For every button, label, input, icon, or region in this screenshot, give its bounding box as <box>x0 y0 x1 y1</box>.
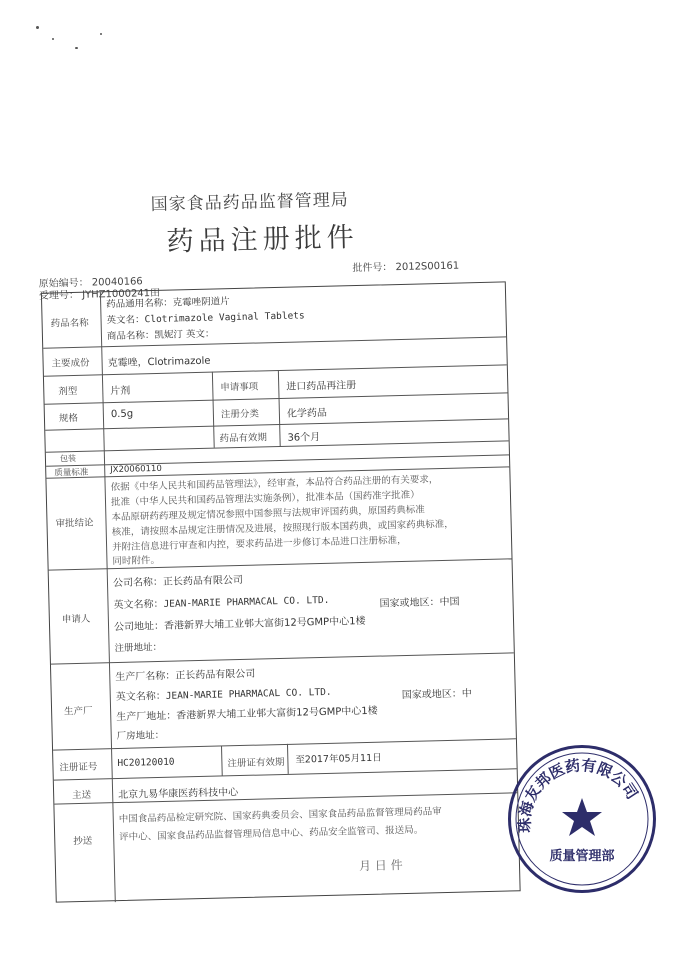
opinion-label: 审批结论 <box>55 517 94 530</box>
english-name-label: 英文名： <box>106 314 145 327</box>
company-english-field <box>113 591 329 611</box>
maker-address-value: 香港新界大埔工业邨大富街12号GMP中心1楼 <box>176 705 378 722</box>
registration-form <box>38 281 521 902</box>
scan-speck <box>75 47 78 49</box>
maker-name-label: 生产厂名称： <box>115 670 176 684</box>
dosage-form-label: 剂型 <box>58 385 78 398</box>
apply-item-label: 申请事项 <box>220 381 259 394</box>
registered-address-field <box>114 639 162 654</box>
receipt-number: JYHZ1000241田 <box>82 287 161 301</box>
apply-item-value: 进口药品再注册 <box>286 380 357 393</box>
expiry-label: 注册证有效期 <box>227 756 285 770</box>
reg-number-label: 注册证号 <box>59 761 98 774</box>
standard-label: 质量标准 <box>54 467 89 479</box>
spec-label: 规格 <box>58 412 79 425</box>
stamp-department: 质量管理部 <box>549 849 615 864</box>
maker-address-field <box>116 702 378 723</box>
registered-address-label: 注册地址： <box>114 641 163 655</box>
opinion-line: 批准（中华人民共和国药品管理法实施条例），批准本品（国药准字批准） <box>110 489 420 509</box>
opinion-line: 核准，请按照本品规定注册情况及进展，按照现行版本国药典，或国家药典标准， <box>111 518 454 539</box>
agency-name: 国家食品药品监督管理局 <box>150 190 349 216</box>
maker-plant-field <box>117 727 165 742</box>
standard-value: JX20060110 <box>110 463 162 476</box>
stamp-graphic <box>511 748 653 890</box>
company-english-value: JEAN-MARIE PHARMACAL CO. LTD. <box>163 594 330 610</box>
generic-name-label: 药品通用名称： <box>106 297 173 311</box>
package-label: 包装 <box>59 453 77 464</box>
company-name-label: 公司名称： <box>112 576 164 590</box>
company-english-label: 英文名称： <box>113 598 164 612</box>
primary-recipient-value: 北京九易华康医药科技中心 <box>118 787 239 802</box>
company-region-label: 国家或地区： <box>379 597 440 610</box>
approval-number-label: 批件号： <box>352 262 393 275</box>
maker-region-value: 中 <box>461 688 472 700</box>
copy-to-label: 抄送 <box>73 835 93 848</box>
maker-name-field <box>115 665 255 683</box>
validity-label: 药品有效期 <box>219 432 268 445</box>
company-address-field <box>114 612 366 633</box>
reg-class-label: 注册分类 <box>220 408 260 421</box>
maker-english-field <box>116 683 332 703</box>
stamp-arc-text: 珠海友邦医药有限公司 <box>515 756 642 834</box>
generic-name-value: 克霉唑阴道片 <box>172 296 230 309</box>
maker-region-label: 国家或地区： <box>401 688 462 702</box>
copy-to-line: 中国食品药品检定研究院、国家药典委员会、国家食品药品监督管理局药品审 <box>118 806 442 826</box>
generic-name-field <box>106 293 230 310</box>
maker-name-value: 正长药品有限公司 <box>175 668 256 682</box>
scan-speck <box>52 38 54 40</box>
company-region-field <box>379 593 459 610</box>
maker-english-label: 英文名称： <box>115 690 166 704</box>
approval-number-line <box>352 257 459 275</box>
receipt-label: 受理号： <box>38 289 80 302</box>
company-name-value: 正长药品有限公司 <box>162 574 244 588</box>
scan-speck <box>100 33 102 35</box>
copy-to-line: 评中心、国家食品药品监督管理局信息中心、药品安全监管司、报送局。 <box>119 824 424 844</box>
validity-value: 36个月 <box>287 431 321 444</box>
acceptance-number: 20040166 <box>91 276 143 289</box>
company-name-field <box>113 571 243 589</box>
maker-region-field <box>402 684 472 701</box>
opinion-line: 并附注信息进行审查和内控，要求药品进一步修订本品进口注册标准， <box>111 534 407 554</box>
approval-number: 2012S00161 <box>395 260 460 274</box>
maker-address-label: 生产厂地址： <box>116 710 177 724</box>
company-region-value: 中国 <box>439 596 460 609</box>
trade-name-label: 商品名称： <box>106 330 155 343</box>
reg-number-value: HC20120010 <box>117 756 175 770</box>
ingredient-value: 克霉唑，Clotrimazole <box>107 355 211 370</box>
english-name-field <box>106 307 304 326</box>
company-address-label: 公司地址： <box>113 620 165 634</box>
maker-english-value: JEAN-MARIE PHARMACAL CO. LTD. <box>165 686 332 702</box>
acceptance-label: 原始编号： <box>38 277 89 290</box>
reg-class-value: 化学药品 <box>286 407 328 420</box>
applicant-label: 申请人 <box>61 613 91 626</box>
opinion-line: 本品原研药药理及规定情况参照中国参照与法规审评国药典，原国药典标准 <box>111 504 425 524</box>
primary-recipient-label: 主送 <box>72 789 92 802</box>
opinion-line: 依据《中华人民共和国药品管理法》，经审查，本品符合药品注册的有关要求， <box>110 474 439 494</box>
bottom-handwriting: 月 日 件 <box>358 858 403 874</box>
company-address-value: 香港新界大埔工业邨大富街12号GMP中心1楼 <box>163 615 366 632</box>
dosage-form-value: 片剂 <box>110 385 131 398</box>
ingredient-label: 主要成份 <box>51 357 90 370</box>
document-title: 药品注册批件 <box>166 221 360 258</box>
expiry-value: 至2017年05月11日 <box>295 752 382 766</box>
manufacturer-label: 生产厂 <box>63 705 93 718</box>
scan-speck <box>36 26 39 29</box>
spec-value: 0.5g <box>110 408 134 421</box>
stamp-star-icon <box>562 798 602 836</box>
trade-name-field <box>107 326 215 343</box>
english-name-value: Clotrimazole Vaginal Tablets <box>144 310 305 326</box>
opinion-line: 同时附件。 <box>112 554 161 568</box>
drug-name-label: 药品名称 <box>50 317 89 330</box>
maker-plant-label: 厂房地址： <box>116 729 165 743</box>
company-stamp <box>508 745 656 893</box>
trade-name-value: 凯妮汀 英文： <box>154 328 215 342</box>
